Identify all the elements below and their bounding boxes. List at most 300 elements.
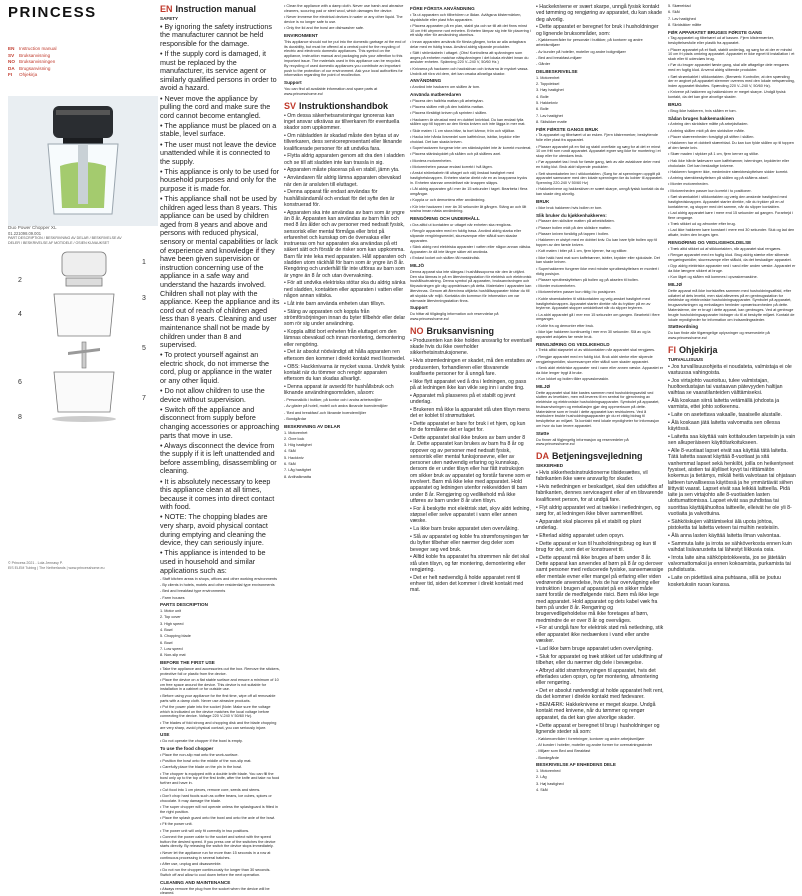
paragraph: • Placera försiktigt kniven på sprinten i skålen. <box>410 111 488 116</box>
col5-no_parts-list <box>536 76 664 125</box>
paragraph: - Bondgårdar <box>284 416 307 421</box>
paragraph: • Koble strømkabelen til stikkontakten og velg ønsket hastighet med hastighetsknappen. Apparatet starter direkte når du trykker på en av bryterne. Apparatet stopper umiddelbart når du slipper bryteren. <box>536 296 651 311</box>
col6-da_howto-list <box>668 122 796 237</box>
paragraph: • Älä koskaan siirrä laitetta vetämällä johdosta ja varmista, ettei johto sotkeennu. <box>668 398 780 411</box>
product-image <box>8 96 158 226</box>
paragraph: • By ignoring the safety instructions the manufacturer cannot be held responsible for the damage. <box>160 21 272 48</box>
paragraph: • Motorenheten passar endast korrekt i två lägen. <box>410 165 493 170</box>
paragraph: • Ta ut apparaten och tillbehören ur lådan. Avlägsna klistermärken, skyddsfolie eller plast från apparaten. <box>410 12 522 22</box>
en-use-intro: • Do not operate the chopper if the bowl is empty. <box>160 739 243 744</box>
paragraph: • Dette apparatet skal ikke brukes av barn under 8 år. Dette apparatet kan brukes av barn fra 8 år og oppover og av personer med nedsatt fysisk, sensorisk eller mental funksjonsevne, eller av personer uten nødvendig erfaring og kunnskap, dersom de er under tilsyn eller har fått instruksjon om sikker bruk av apparatet og forstår farene som er involvert. Barn må ikke leke med apparatet. Hold apparatet og ledningen utenfor rekkevidden til barn under 8 år. Rengjøring og vedlikehold må ikke utføres av barn under 8 år uten tilsyn. <box>410 434 531 504</box>
paragraph: • After use, unplug and disassemble. <box>160 861 222 866</box>
paragraph: - Bed and breakfast-miljøer <box>536 55 582 60</box>
column-sv-no <box>410 4 532 594</box>
callout-number: 5 <box>142 345 146 352</box>
paragraph: - Personalkök i butiker, på kontor och i andra arbetsmiljöer <box>284 398 382 403</box>
paragraph: • Anbring skålen midt på den skridsikre måtte. <box>668 128 745 133</box>
paragraph: 5. Skæreblad <box>668 4 691 8</box>
language-item <box>8 72 57 79</box>
paragraph: • For at undgå fare for elektrisk stød må netledning, stik eller apparatet ikke nedsænkes i vand eller andre væsker. <box>536 625 664 644</box>
en-environment-heading: ENVIRONMENT <box>284 32 318 38</box>
part-description-caption: PART DESCRIPTION / BESKRIVNING AV DELAR / BESKRIVELSE AV DELER / BESKRIVELSE AF MOTIDELE / OSIEN KUVAUKSET <box>8 236 122 245</box>
paragraph: 8. Skridsikker måtte <box>668 22 702 27</box>
paragraph: • Lad aldrig apparatet køre i mere end 15 sekunder ad gangen. Forarbejd i flere omgange. <box>668 210 794 220</box>
paragraph: • Brug ikke hakkeren, hvis skålen er tom. <box>668 108 737 113</box>
paragraph: • Sätt i strömkabeln i uttaget. (Obs! Kontrollera att spänningen som anges på enheten matchar nätspänningen i det lokala elnätet innan du ansluter enheten. Spänning 220 V–240 V, 50/60 Hz.) <box>410 50 529 65</box>
paragraph: • Plasser bollen midt på den sklisikre matten. <box>536 225 612 230</box>
paragraph: • Koble fra og demonter etter bruk. <box>536 323 595 328</box>
en-clean-list <box>160 887 280 896</box>
paragraph: • Denna apparat är avsedd för hushållsbruk och liknande användningsområden, såsom: <box>284 383 394 397</box>
column-en <box>160 4 280 896</box>
paragraph: • Ikke flytt apparatet ved å dra i ledningen, og pass på at ledningen ikke kan vikle seg inn i andre ting. <box>410 378 527 391</box>
col6-fi_big-list <box>668 364 796 588</box>
no-use-heading: BRUK <box>536 199 550 204</box>
paragraph: - Bondegårde <box>536 755 560 760</box>
sv-parts-heading: BESKRIVNING AV DELAR <box>284 423 341 429</box>
language-label: Bruksanvisning <box>19 52 51 58</box>
paragraph: • Användaren får aldrig lämna apparaten obevakad när den är ansluten till eluttaget. <box>284 175 401 188</box>
paragraph: • Dra alltid ut kontakten ur uttaget när enheten ska rengöras. <box>410 222 512 227</box>
paragraph: • Fit the power unit. <box>160 822 193 827</box>
paragraph: 2. Toppdeksel <box>536 82 560 87</box>
paragraph: 4. Bowl <box>160 627 173 632</box>
paragraph: • Put the power plate into the socket (Note: Make sure the voltage which is indicated on the device matches the local voltage before connecting the device. Voltage 220 V-240 V 50/60 Hz). <box>160 704 271 719</box>
paragraph: - Farm houses <box>160 595 185 600</box>
paragraph: • Endast locket och skålen tål maskindisk. <box>410 256 481 261</box>
paragraph: • For å beskytte mot elektrisk støt, skyv aldri ledning, støpsel eller selve apparatet i vann eller annen væske. <box>410 505 531 525</box>
paragraph: • Sammuta laite ja irrota se sähköverkosta ennen kuin vaihdat lisävarusteita tai lähestyt liikkuvia osia. <box>668 540 792 554</box>
paragraph: • Använd inte hackaren om skålen är tom. <box>410 85 481 90</box>
paragraph: 2. Top cover <box>160 615 181 620</box>
col3-parts-list <box>284 431 406 480</box>
col6-da_support-list <box>668 331 796 341</box>
language-label: Ohjekirja <box>19 72 38 78</box>
en-safety_big-list <box>160 23 280 575</box>
language-code: DA <box>8 65 15 71</box>
col3-sv_small-list <box>284 398 406 422</box>
paragraph: • La aldri apparatet gå i mer enn 15 sekunder om gangen. Bearbeid i flere omganger. <box>536 312 660 322</box>
callout-number: 4 <box>18 311 22 318</box>
paragraph: • Jos turvallisuusohjeita ei noudateta, valmistaja ei ole vastuussa vahingoista. <box>668 363 792 376</box>
paragraph: 1. Motorenhet <box>284 430 308 435</box>
paragraph: • Plasser sprutbeskyttelsen på bollen og på akselen til bollen. <box>536 277 639 282</box>
paragraph: - Staff kitchen areas in shops, offices and other working environments <box>160 576 277 581</box>
paragraph: • Kör inte hackaren i mer än 30 sekunder åt gången. Stäng av och låt svalna innan nästa användning. <box>410 204 527 214</box>
col5-no_use-list <box>536 206 664 211</box>
paragraph: • Hakkeren er utstyrt med en dobbel kniv. Du kan bare fylle bollen opp til toppen av den første kniven. <box>536 238 658 248</box>
language-label: Bruksanvisningen <box>19 59 56 65</box>
language-code: SV <box>8 52 15 58</box>
en-title: EN Instruction manual <box>160 4 257 14</box>
paragraph: • Placera den halkfria mattan på arbetsytan. <box>410 98 484 103</box>
paragraph: • För att undvika elektriska stötar ska du aldrig sänka ned sladden, kontakten eller apparaten i vatten eller någon annan vätska. <box>284 280 406 300</box>
col4-no_big-list <box>410 338 532 594</box>
paragraph: • Knivarna på hackaren och hackskivan och knivarna är mycket vassa. Undvik att röra vid dem, det kan orsaka allvarliga skador. <box>410 66 529 76</box>
col5-no_support-list <box>536 438 664 448</box>
col5-da_parts-list <box>536 769 664 793</box>
callout-number: 6 <box>18 379 22 386</box>
paragraph: 1. Motor unit <box>160 609 182 614</box>
paragraph: • Rengør apparatet med en fugtig klud. Brug aldrig stærke eller slibende rengøringsmidler, skuresvampe eller ståluld, da det beskadiger apparatet. <box>668 252 792 262</box>
col5-no_howto-list <box>536 219 664 339</box>
da-parts-heading: BESKRIVELSE AF ENHEDENS DELE <box>536 762 616 768</box>
paragraph: • Det är absolut nödvändigt att hålla apparaten ren eftersom den kommer i direkt kontakt med livsmedel. <box>284 349 406 362</box>
col5-da_big-list <box>536 470 664 735</box>
paragraph: • Alltid koble fra apparatet fra strømmen når det skal stå uten tilsyn, og før montering, demontering eller rengjøring. <box>410 554 530 573</box>
paragraph: • Dette apparatet er bare for bruk i et hjem, og kun for de formålene det er laget for. <box>410 420 526 434</box>
paragraph: • Kutt maten i biter på 1 cm, fjern kjerner, frø og stilker. <box>536 249 628 254</box>
paragraph: • Brukeren må ikke la apparatet stå uten tilsyn mens det er koblet til strømuttaket. <box>410 406 530 420</box>
paragraph: - Gårder <box>536 62 551 67</box>
paragraph: • Never immerse the electrical devices in water or any other liquid. The device is no longer safe to use. <box>284 15 403 24</box>
sv-title: SV Instruktionshandbok <box>284 100 389 111</box>
paragraph: • Motorenheten passer kun riktig i to posisjoner. <box>536 290 616 295</box>
en-parts-list <box>160 609 280 658</box>
paragraph: • Apparaten ska inte användas av barn som är yngre än 8 år. Apparaten kan användas av barn från och med 8 års ålder och av personer med nedsatt fysisk, sensorisk eller mental förmåga eller brist på erfarenhet och kunskap om de övervakas eller instrueras om hur apparaten ska användas på ett säkert sätt och förstår de risker som kan uppkomma. Barn får inte leka med apparaten. Håll apparaten och sladden utom räckhåll för barn som är yngre än 8 år. Rengöring och underhåll får inte utföras av barn som är yngre än 8 år och utan övervakning. <box>284 209 406 279</box>
paragraph: 3. Hög hastighet <box>284 443 312 448</box>
product-code: 01.221098.09.001 <box>8 231 42 236</box>
paragraph: • The appliance must be placed on a stable, level surface. <box>160 120 277 139</box>
paragraph: Du hittar all tillgänglig information och reservdelar på www.princesshome.eu! <box>410 312 499 322</box>
paragraph: • Hakkeren fungerer ikke, medmindre stænkbeskyttelsen sidder korrekt. <box>668 169 789 174</box>
paragraph: • Det er helt nødvendig å holde apparatet rent til enhver tid, siden det kommer i direkt kontakt med mat. <box>410 574 524 594</box>
en-parts-heading: PARTS DESCRIPTION <box>160 602 208 608</box>
language-item <box>8 46 57 53</box>
paragraph: • The user must not leave the device unattended while it is connected to the supply. <box>160 139 277 166</box>
paragraph: • Efterlad aldrig apparatet uden opsyn. <box>536 532 625 539</box>
paragraph: 5. Chopping blade <box>160 634 191 639</box>
paragraph: • Ikke kjør hakkeren kontinuerlig i mer enn 30 sekunder. Slå av og la apparatet avkjøles før neste bruk. <box>536 330 651 339</box>
en-clean-heading: CLEANING AND MAINTENANCE <box>160 879 231 885</box>
col3-env-list <box>284 40 406 78</box>
paragraph: • Before using your appliance for the first time, wipe off all removable parts with a damp cloth. Never use abrasive products. <box>160 693 276 703</box>
paragraph: • Trekk alltid støpselet ut av stikkontakten når apparatet skal rengjøres. <box>536 348 656 353</box>
paragraph: • BEMÆRK: Hakkeknivene er meget skarpe. Undgå kontakt med knivene, når du tømmer og rengør apparatet, da det kan give alvorlige skader. <box>536 702 656 721</box>
paragraph: • The chopper is equipped with a double knife blade. You can fill the bowl only up to the top of the first knife, after the knife and take no food further and have in. <box>160 771 280 786</box>
paragraph: • Do not allow children to use the device without supervision. <box>160 386 265 404</box>
paragraph: • Skær maden i stykker på 1 cm, fjern kerner og stilke. <box>668 152 760 157</box>
col5-da_small-list <box>536 737 664 761</box>
sv-howto-heading: Använda matberedaren <box>410 91 462 97</box>
paragraph: • Anslut strömkabeln till uttaget och välj önskad hastighet med hastighetsknappen. Enheten startar direkt när en av knapparna trycks in. Enheten stannar omedelbart när knappen släpps. <box>410 171 528 185</box>
footer-line: ElS ELEM Tubing | The Netherlands | www.princesshome.eu <box>8 565 105 570</box>
language-item <box>8 53 57 60</box>
paragraph: - Kjøkkenområder for personale i butikker, på kontorer og andre arbeidsmiljøer <box>536 38 643 48</box>
brand-logo: PRINCESS <box>8 4 97 21</box>
paragraph: • Apparaten måste placeras på en stabil, jämn yta. <box>284 167 400 174</box>
paragraph: - Av gäster på hotell, motell och andra liknande boendemiljöer <box>284 404 388 409</box>
sv-environment-heading: MILJÖ <box>410 263 425 269</box>
paragraph: Dette apparat må ikke bortskaffes sammen med husholdningsaffald, efter udløbet af dets levetid, men skal afleveres på en genbrugsstation for elektriske og elektroniske husholdningsapparater. Symbolet på apparatet, brugsanvisningen og emballagen henleder opmærksomheden på dette. Materialerne, der er brugt i dette apparat, kan genbruges. Ved at genbruge brugte husholdningsapparater bidrager du til at beskytte miljøet. Kontakt de lokale myndigheder for information om indsamlingssteder. <box>668 288 795 322</box>
paragraph: 8. Antihalkmatta <box>284 474 312 479</box>
paragraph: • Låt aldrig apparaten gå i mer än 15 sekunder i taget. Bearbeta i flera omgångar. <box>410 187 528 196</box>
paragraph: • Ikke hakk hard mat som kaffebønner, isbiter, krydder eller sjokolade. Det kan skade kniven. <box>536 255 660 265</box>
da-title: DA Betjeningsvejledning <box>536 451 643 462</box>
fi-title: FI Ohjekirja <box>668 344 718 355</box>
paragraph: - Køkkenområder i forretninger, kontorer og andre arbejdsmiljøer <box>536 736 645 741</box>
paragraph: • Hvis strømledningen er skadet, må den erstattes av produsenten, forhandleren eller tilsvarende kvalifiserte personer for å unngå fare. <box>410 358 532 377</box>
paragraph: • Placer skæreenheden forsigtigt på stiften i skålen. <box>668 135 755 140</box>
paragraph: • Never move the appliance by pulling the cord and make sure the cord cannot become entangled. <box>160 93 271 120</box>
paragraph: 8. Sklisikker matte <box>536 119 567 124</box>
paragraph: - Miljøer som Bed and Breakfast <box>536 749 591 754</box>
footer-line: © Princess 2021 - Lola Jennasy P. <box>8 561 63 565</box>
paragraph: • Hvis netledningen er beskadiget, skal den udskiftes af fabrikanten, dennes serviceagent eller af en tilsvarende kvalificeret person, for at undgå fare. <box>536 484 664 503</box>
paragraph: 7. Lav hastighet <box>536 113 563 118</box>
language-list <box>8 46 57 79</box>
paragraph: • Træk altid stikket ud af stikkontakten, når apparatet skal rengøres. <box>668 246 782 251</box>
paragraph: • The super chopper will not operate unless the splashguard is fitted in the right position. <box>160 804 278 814</box>
paragraph: 5. Hakkekniv <box>536 100 558 105</box>
no-environment-heading: MILJØ <box>536 383 551 389</box>
paragraph: • Koppla alltid bort enheten från eluttaget om den lämnas obevakad och innan montering, demontering eller rengöring. <box>284 329 405 348</box>
paragraph: • Anbring den skridsikre måtte på arbejdsfladen. <box>668 122 749 127</box>
paragraph: • Stäng av apparaten och koppla från strömförsörjningen innan du byter tillbehör eller delar som rör sig under användning. <box>284 308 406 328</box>
paragraph: • Dette apparatet er beregnet for bruk i husholdninger og lignende bruksområder, som: <box>536 24 659 37</box>
language-code: NO <box>8 59 15 65</box>
paragraph: • Carefully place the blade on the pin in the bowl. <box>160 765 243 770</box>
paragraph: • Rengjør apparatet med en fuktig klut. Bruk aldri sterke eller slipende rengjøringsmidler, skuresvamper eller stålull som skader apparatet. <box>536 354 653 364</box>
paragraph: • Apparatet må plasseres på et stabilt og jevnt underlag. <box>410 392 516 405</box>
paragraph: • Sett strømkabelen inn i stikkontakten. (Sørg for at spenningen oppgitt på apparatet samsvarer med den lokale spenningen før du kobler til apparatet. Spenning 220-240 V 50/60 Hz) <box>536 171 663 186</box>
en-howto-list <box>160 753 280 878</box>
paragraph: • Superhackaren fungerar inte om stänkskyddet inte är korrekt monterat. <box>410 146 532 151</box>
paragraph: 3. High speed <box>160 621 184 626</box>
paragraph: • Don't chop hard foods such as coffee beans, ice cubes, spices or chocolate. It may damage the blade. <box>160 793 272 803</box>
paragraph: • Hak ikke hårde fødevarer som kaffebønner, isterninger, krydderier eller chokolade. Det kan beskadige knivene. <box>668 158 790 168</box>
paragraph: • Monter motorenheden. <box>668 182 709 187</box>
product-name: Duo Power Chopper XL <box>8 225 57 230</box>
col4-howto-list <box>410 99 532 214</box>
paragraph: 7. Lav hastighed <box>668 16 696 21</box>
paragraph: • Laite on asetettava vakaalle, tasaiselle alustalle. <box>668 412 782 419</box>
paragraph: 6. Skål <box>668 10 680 15</box>
paragraph: • Jos virtajohto vaurioituu, tulee valmistajan, huoltoedustajan tai vastaavan pätevyyden haltijan vaihtaa se vaaratilanteiden välttämiseksi. <box>668 377 783 397</box>
col5-no_cont-list <box>536 4 664 37</box>
paragraph: 4. Skål <box>284 449 296 454</box>
paragraph: • Plasser den sklisikre matten på arbeidsflaten. <box>536 219 615 224</box>
col3-text-list <box>284 4 406 31</box>
sv-clean-heading: RENGÖRING OCH UNDERHÅLL <box>410 216 480 222</box>
en-before-list <box>160 667 280 731</box>
col5-more-list <box>536 187 664 197</box>
col5-no_first-list <box>536 133 664 185</box>
col4-env-list <box>410 270 532 304</box>
da-support-heading: Støtteordning <box>668 324 699 330</box>
paragraph: • Innan apparaten används för första gången, torka av alla avtagbara delar med en fuktig trasa. Använd aldrig slipande produkter. <box>410 39 526 49</box>
col6-da_parts_cont-list <box>668 4 796 28</box>
paragraph: • Position the bowl onto the middle of the non-slip mat. <box>160 759 252 764</box>
paragraph: • Træk stikket ud og afmonter efter brug. <box>668 221 736 226</box>
col6-da_clean-list <box>668 247 796 280</box>
col5-no_small-list <box>536 38 664 66</box>
paragraph: • Montera motorenheten. <box>410 158 452 163</box>
paragraph: • Lad ikke hakkeren køre konstant i mere end 30 sekunder. Sluk og lad den afkøle, inden den bruges igen. <box>668 228 795 238</box>
paragraph: • Hackaren är utrustad med en dubbel knivblad. Du kan endast fylla skålen upp till toppen av den första kniven och inte lägga in mer mat. <box>410 117 526 127</box>
paragraph: • This appliance is only to be used for household purposes and only for the purpose it is made for. <box>160 166 280 193</box>
paragraph: • Placera stänkskyddet på skålen och på skålens axel. <box>410 152 502 157</box>
paragraph: • This appliance is intended to be used in household and similar applications such as: <box>160 548 266 575</box>
paragraph: • Take the appliance and accessories out the box. Remove the stickers, protective foil or plastic from the device. <box>160 666 280 676</box>
paragraph: • NOTE: The chopping blades are very sharp, avoid physical contact during emptying and cleaning the device, they can seriously injure. <box>160 512 268 548</box>
col4-first-list <box>410 13 532 77</box>
paragraph: • Kun lokket og bollen tåler oppvaskmaskin. <box>536 376 610 381</box>
paragraph: 4. Bolle <box>536 94 549 99</box>
no-howto-heading: Slik bruker du kjøkkenhakkeren: <box>536 212 607 218</box>
parts-diagram <box>14 244 154 424</box>
paragraph: • Om nätsladden är skadad måste den bytas ut av tillverkaren, dess servicerepresentant eller liknande kvalificerade personer för att undvika fara. <box>284 132 402 152</box>
paragraph: 6. Bowl <box>160 640 173 645</box>
paragraph: 1. Motorenhed <box>536 769 561 774</box>
paragraph: • Sänk aldrig ned elektriska apparater i vatten eller någon annan vätska. Apparaten är då inte längre säker att använda. <box>410 245 532 254</box>
column-en-sv <box>284 4 406 571</box>
da-use-heading: BRUG <box>668 102 682 108</box>
paragraph: Du finner all tilgjengelig informasjon og reservedeler på www.princesshome.eu! <box>536 437 629 447</box>
paragraph: • Irrota laite aina sähköpistokkeesta, jos se jätetään valvomattomaksi ja ennen kokoamista, purkamista tai puhdistusta. <box>668 554 791 574</box>
paragraph: Dette apparatet skal ikke kastes sammen med husholdningsavfall ved slutten av levetiden, men må leveres til en sentral for gjenvinning av elektriske og elektroniske husholdningsapparater. Symbolet på apparatet, bruksanvisningen og emballasjen gjør deg oppmerksom på dette. Materialene som er brukt i dette apparatet kan resirkuleres. Ved å resirkulere brukte husholdningsapparater gir du et viktig bidrag til beskyttelse av miljøet. Ta kontakt med lokale myndigheter for informasjon om hvor du kan levere apparatet. <box>536 390 660 429</box>
paragraph: 5. Hackkniv <box>284 455 304 460</box>
paragraph: Du kan finde alle tilgængelige oplysninger og reservedele på www.princesshome.eu! <box>668 331 770 340</box>
col4-clean-list <box>410 223 532 261</box>
paragraph: • Laite on pidettävä aina puhtaana, sillä se joutuu kosketuksiin ruoan kanssa. <box>668 575 781 588</box>
paragraph: • Hakkeren har et dobbelt skæreblad. Du kan kun fylde skålen op til toppen af den første kniv. <box>668 141 794 151</box>
callout-number: 8 <box>18 414 22 421</box>
paragraph: • Hackeknivene er svært skarpe, unngå fysisk kontakt ved tømming og rengjøring av apparatet, du kan skade deg alvorlig. <box>536 4 663 23</box>
paragraph: • Sæt strømkablet i stikkontakten. (Bemærk: Kontroller, at den spænding der er angivet på apparatet stemmer overens med den lokale netspænding, inden apparatet tilsluttes. Spænding 220 V–240 V, 50/60 Hz). <box>668 74 795 89</box>
paragraph: 7. Low speed <box>160 646 183 651</box>
paragraph: • Låt inte barn använda enheten utan tillsyn. <box>284 300 386 307</box>
paragraph: - By clients in hotels, motels and other residential type environments <box>160 582 275 587</box>
paragraph: • Placer apparatet på et fladt, stabilt underlag, og sørg for at der er mindst 10 cm fri plads omkring apparatet. Apparatet er ikke egnet til installation i et skab eller til udendørs brug. <box>668 47 795 62</box>
paragraph: • Hacka inte hårda livsmedel som kaffebönor, isbitar, kryddor eller choklad. Det kan skada kniven. <box>410 135 520 144</box>
col3-support-list <box>284 87 406 97</box>
paragraph: • Älä anna lasten käyttää laitetta ilman valvontaa. <box>668 532 781 539</box>
paragraph: • If the supply cord is damaged, it must be replaced by the manufacturer, its service agent or similarly qualified persons in order to avoid a hazard. <box>160 49 277 93</box>
paragraph: • Slå av apparatet og koble fra strømforsyningen før du bytter tilbehør eller nærmer deg deler som beveger seg ved bruk. <box>410 533 529 553</box>
paragraph: • Om dessa säkerhetsanvisningar ignoreras kan inget ansvar utkrävas av tillverkaren för eventuella skador som uppkommer. <box>284 112 400 132</box>
paragraph: • Hakkeknivene og hakkeskiven er svært skarpe, unngå fysisk kontakt da du kan skade deg alvorlig. <box>536 187 664 197</box>
column-da-fi <box>668 4 796 588</box>
paragraph: • Always disconnect the device from the supply if it is left unattended and before assembling, disassembling or cleaning. <box>160 440 277 476</box>
en-howto-heading: To use the food chopper <box>160 745 214 751</box>
paragraph: • Motorenheden passer kun korrekt i to positioner. <box>668 188 752 193</box>
paragraph: • Apparatet skal placeres på et stabilt og plant underlag. <box>536 518 642 531</box>
paragraph: - Av kunder på hoteller, moteller og andre boligmiljøer <box>536 49 626 54</box>
paragraph: 4. Skål <box>536 788 548 793</box>
col6-da_use-list <box>668 109 796 114</box>
paragraph: • Switch off the appliance and disconnect from supply before changing accessories or approaching parts that move in use. <box>160 404 280 440</box>
footer <box>8 561 104 570</box>
paragraph: • The power unit will only fit correctly in two positions. <box>160 828 250 833</box>
paragraph: You can find all available information and spare parts at www.princesshome.eu! <box>284 86 378 96</box>
paragraph: • Knivene på hakkeren og hakkeskiven er meget skarpe. Undgå fysisk kontakt, da det kan give alvorlige skader. <box>668 90 786 100</box>
language-code: FI <box>8 72 13 78</box>
paragraph: 2. Övre lock <box>284 436 305 441</box>
paragraph: • Flyt aldrig apparatet ved at trække i netledningen, og sørg for, at ledningen ikke bliver sammenfiltret. <box>536 504 661 517</box>
en-before-heading: BEFORE THE FIRST USE <box>160 659 215 665</box>
paragraph: • Senk aldri elektriske apparater ned i vann eller annen væske. Apparatet er da ikke lenger trygt å bruke. <box>536 365 664 375</box>
paragraph: • Før du bruger apparatet første gang, skal alle aftagelige dele rengøres med en fugtig klud. Anvend aldrig slibende produkter. <box>668 63 789 73</box>
en-safety-heading: SAFETY <box>160 16 179 21</box>
sv-support-heading: Support <box>410 305 428 311</box>
paragraph: • Produsenten kan ikke holdes ansvarlig for eventuell skade hvis du ikke overholder sikkerhetsinstruksjonene. <box>410 337 532 357</box>
paragraph: • Ikke bruk hakkeren hvis bollen er tom. <box>536 205 603 210</box>
column-no-da <box>536 4 664 793</box>
paragraph: This appliance should not be put into the domestic garbage at the end of its durability, but must be offered at a central point for the recycling of electric and electronic domestic appliances. This symbol on the appliance, instruction manual and packaging puts your attention to this important issue. The materials used in this appliance can be recycled. By recycling of used domestic appliances you contribute an important push to the protection of our environment. Ask your local authorities for information regarding the point of recollection. <box>284 39 406 78</box>
paragraph: • Afbryd altid strømforsyningen til apparatet, hvis det efterlades uden opsyn, og før montering, afmontering eller rengøring. <box>536 667 659 687</box>
callout-number: 1 <box>142 259 146 266</box>
paragraph: • Only the lid and the bowl are dishwasher safe. <box>284 26 365 31</box>
paragraph: • OBS: Hackknivarna är mycket vassa. Undvik fysisk kontakt när du tömmer och rengör apparaten eftersom du kan skadas allvarligt. <box>284 363 405 383</box>
paragraph: • Älä koskaan jätä laitetta valvomatta sen ollessa käytössä. <box>668 419 780 433</box>
paragraph: • Sæt strømkablet i stikkontakten og vælg den ønskede hastighed med hastighedsknappen. Apparatet starter direkte, når du trykker på en af kontakterne, og stopper med det samme, når du slipper kontakten. <box>668 195 787 209</box>
paragraph: • La ikke barn bruke apparatet uten overvåking. <box>410 526 519 533</box>
language-item <box>8 66 57 73</box>
paragraph: • Flytta aldrig apparaten genom att dra den i sladden och se till att sladden inte kan trassla in sig. <box>284 153 405 166</box>
no-first-heading: FØR FØRSTE GANGS BRUK <box>536 126 599 132</box>
paragraph: • Place the splash guard onto the bowl and onto the axle of the bowl. <box>160 815 276 820</box>
paragraph: • This appliance shall not be used by children aged less than 8 years. This appliance can be used by children aged from 8 years and above and persons with reduced physical, sensory or mental capabilities or lack of experience and knowledge if they have been given supervision or instruction concerning use of the appliance in a safe way and understand the hazards involved. Children shall not play with the appliance. Keep the appliance and its cord out of reach of children aged less than 8 years. Cleaning and user maintenance shall not be made by children under than 8 and supervised. <box>160 194 280 350</box>
col4-support-list <box>410 312 532 322</box>
paragraph: • Kun låget og skålen må kommes i opvaskemaskine. <box>668 275 758 280</box>
paragraph: • Ta apparatet og tilbehøret ut av esken. Fjern klistremerker, beskyttende folie eller plast fra apparatet. <box>536 133 658 143</box>
paragraph: • Laitetta saa käyttää vain kotitalouden tarpeisiin ja vain sen alkuperäiseen käyttötarkoitukseen. <box>668 433 796 447</box>
col6-da_first-list <box>668 36 796 100</box>
col5-no_clean-list <box>536 348 664 381</box>
col4-use-list <box>410 85 532 90</box>
paragraph: - 'Bed and breakfast'-och liknande boendemiljöer <box>284 410 367 415</box>
sv-first-heading: FÖRE FÖRSTA ANVÄNDNING <box>410 6 475 11</box>
col3-sv_big-list <box>284 113 406 397</box>
paragraph: • Sähköiskujen välttämiseksi älä upota johtoa, pistoketta tai laitetta veteen tai muihin nesteisiin. <box>668 518 780 532</box>
paragraph: 2. Låg <box>536 775 547 780</box>
col5-no_env-list <box>536 391 664 429</box>
paragraph: • Plasser apparatet på en flat og stabil overflate og sørg for at det er minst 10 cm fritt rom rundt apparatet. Apparatet egner seg ikke for montering i et skap eller for utendørs bruk. <box>536 144 661 159</box>
paragraph: • Never let the appliance run for more than 15 seconds in a row at continuous processing in several batches. <box>160 850 271 860</box>
paragraph: • Dyp aldrig elektriske apparater ned i vand eller anden væske. Apparatet er da ikke længere sikkert at bruge. <box>668 264 796 273</box>
paragraph: 7. Låg hastighet <box>284 468 312 473</box>
da-environment-heading: MILJØ <box>668 281 683 287</box>
paragraph: • Superhakkeren fungerer ikke med mindre sprutbeskyttelsen er montert i riktig posisjon. <box>536 266 660 276</box>
paragraph: 3. Høj hastighed <box>536 781 564 786</box>
paragraph: • Anbring stænkbeskyttelsen på skålen og på skålens aksel. <box>668 176 769 181</box>
paragraph: • Hvis sikkerhedsinstruktionerne tilsidesættes, vil fabrikanten ikke være ansvarlig for skader. <box>536 470 648 483</box>
paragraph: • Clean the appliance with a damp cloth. Never use harsh and abrasive cleaners, scouring pad or steel wool, which damages the device. <box>284 4 404 13</box>
paragraph: • Dette apparat er beregnet til brug i husholdninger og lignende steder så som: <box>536 722 660 735</box>
callout-number: 2 <box>18 277 22 284</box>
paragraph: • Denna apparat får endast användas för hushållsändamål och endast för det syfte den är konstruerad för. <box>284 189 395 208</box>
paragraph: • The blades of fold strong and chopping disk and the blade chopping are very sharp, avoid physical contact, you can seriously injure. <box>160 720 277 730</box>
paragraph: • Dette apparat må ikke bruges af børn under 8 år. Dette apparat kan anvendes af børn på 8 år og derover samt personer med reducerede fysiske, sansemæssige eller mentale evner eller mangel på erfaring eller viden vedrørende anvendelse, hvis de har overvågning eller instruktion i brugen af apparatet på en sikker måde samt forstår de medfølgende risici. Børn må ikke lege med apparatet. Hold apparatet og dets kabel væk fra børn på under 8 år. Rengøring og brugervedligeholdelse må ikke foretages af børn, medmindre de er over 8 år og overvåges. <box>536 554 664 624</box>
paragraph: • Før apparatet tas i bruk for første gang, tørk av alle avtakbare deler med en fuktig klut. Bruk aldri slipende produkter. <box>536 160 660 170</box>
paragraph: • Cut food into 1 cm pieces, remove core, seeds and stems. <box>160 787 261 792</box>
no-clean-heading: RENGJØRING OG VEDLIKEHOLD <box>536 341 610 347</box>
paragraph: • Always remove the plug from the socket when the device will be cleaned. <box>160 886 270 896</box>
paragraph: • Placera skålen mitt på den halkfria mattan. <box>410 105 485 110</box>
paragraph: • Place the device on a flat stable surface and ensure a minimum of 10 cm free space around the device. This device is not suitable for installation in a cabinet or for outside use. <box>160 677 279 692</box>
en-support-heading: Support <box>284 80 302 86</box>
paragraph: • Plasser kniven forsiktig på tappen i bollen. <box>536 231 610 236</box>
language-label: Instruction manual <box>19 46 57 51</box>
paragraph: • It is absolutely necessary to keep this appliance clean at all times, because it comes into direct contact with food. <box>160 476 275 512</box>
no-support-heading: Støtte <box>536 430 550 436</box>
col6-da_env-list <box>668 289 796 323</box>
paragraph: - Bed and breakfast type environments <box>160 589 226 594</box>
paragraph: • Skär maten i 1 cm stora bitar, ta bort kärnor, frön och stjälkar. <box>410 128 515 133</box>
paragraph: • Placera apparaten på en plan, stabil yta och se till att det finns minst 10 cm fritt utrymme runt enheten. Enheten lämpar sig inte för placering i ett skåp eller för användning utomhus. <box>410 23 531 38</box>
callout-number: 3 <box>142 295 146 302</box>
